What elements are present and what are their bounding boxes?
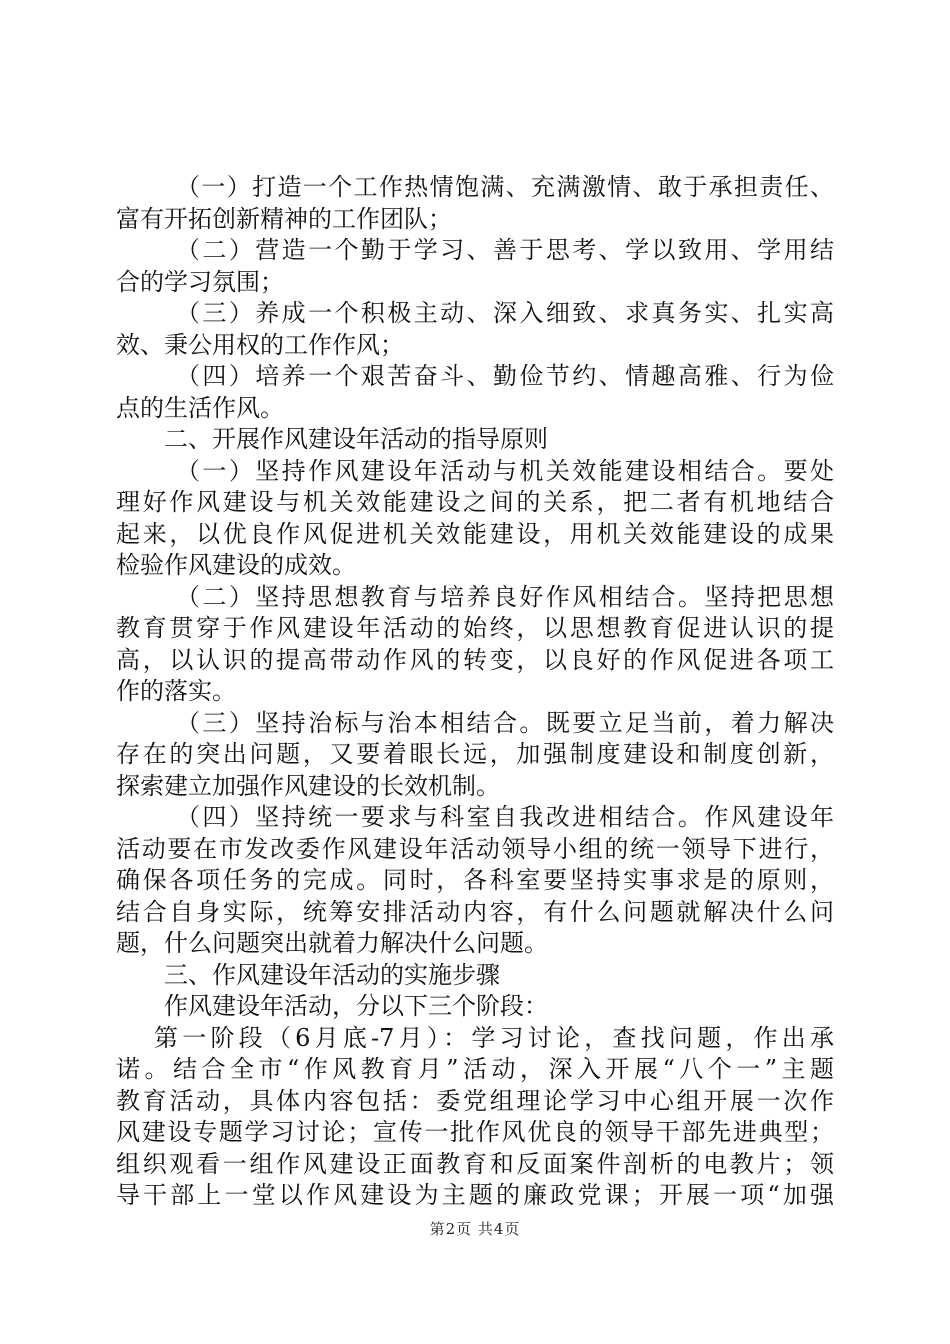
paragraph-goal-1 (116, 172, 834, 235)
text-line: 作的落实。 (116, 677, 236, 705)
text-line: 高，以认识的提高带动作风的转变，以良好的作风促进各项工 (116, 645, 834, 674)
text-line: 效、秉公用权的工作作风； (116, 330, 404, 359)
text-line: 合的学习氛围； (116, 267, 284, 296)
document-body (116, 172, 834, 1212)
text-line: （三）坚持治标与治本相结合。既要立足当前，着力解决 (176, 708, 834, 737)
section-heading-steps (116, 960, 834, 992)
text-line: 结合自身实际，统筹安排活动内容，有什么问题就解决什么问 (116, 897, 834, 926)
section-heading: 二、开展作风建设年活动的指导原则 (164, 425, 548, 453)
text-line: 存在的突出问题，又要着眼长远，加强制度建设和制度创新， (116, 740, 834, 768)
paragraph-principle-1 (116, 456, 834, 582)
section-heading-principles (116, 424, 834, 456)
text-line: （二）营造一个勤于学习、善于思考、学以致用、学用结 (176, 236, 834, 264)
text-line: （一）坚持作风建设年活动与机关效能建设相结合。要处 (176, 456, 834, 485)
text-line: 导干部上一堂以作风建设为主题的廉政党课；开展一项“加强 (116, 1181, 834, 1209)
text-line: 富有开拓创新精神的工作团队； (116, 204, 452, 233)
text-line: 教育活动，具体内容包括：委党组理论学习中心组开展一次作 (116, 1086, 834, 1115)
text-line: （一）打造一个工作热情饱满、充满激情、敢于承担责任、 (176, 173, 834, 201)
text-line: 确保各项任务的完成。同时，各科室要坚持实事求是的原则， (116, 866, 834, 894)
text-line: 风建设专题学习讨论；宣传一批作风优良的领导干部先进典型； (116, 1118, 834, 1146)
page-footer: 第2页 共4页 (429, 1220, 521, 1238)
paragraph-goal-2 (116, 235, 834, 298)
text-line: 作风建设年活动，分以下三个阶段： (164, 992, 548, 1020)
paragraph-phase-1 (116, 1023, 834, 1212)
paragraph-goal-4 (116, 361, 834, 424)
text-line: 题，什么问题突出就着力解决什么问题。 (116, 929, 548, 957)
text-line: 理好作风建设与机关效能建设之间的关系，把二者有机地结合 (116, 488, 834, 516)
text-line: 组织观看一组作风建设正面教育和反面案件剖析的电教片；领 (116, 1149, 834, 1178)
paragraph-principle-3 (116, 708, 834, 803)
text-line: 探索建立加强作风建设的长效机制。 (116, 771, 500, 800)
text-line: 点的生活作风。 (116, 393, 284, 422)
text-line: 活动要在市发改委作风建设年活动领导小组的统一领导下进行， (116, 834, 834, 863)
text-line: （二）坚持思想教育与培养良好作风相结合。坚持把思想 (176, 582, 834, 611)
text-line: 检验作风建设的成效。 (116, 551, 356, 579)
text-line: 诺。结合全市“作风教育月”活动，深入开展“八个一”主题 (116, 1055, 834, 1083)
text-line: （四）培养一个艰苦奋斗、勤俭节约、情趣高雅、行为俭 (176, 362, 834, 390)
paragraph-goal-3 (116, 298, 834, 361)
text-line: 教育贯穿于作风建设年活动的始终，以思想教育促进认识的提 (116, 614, 834, 642)
text-line: 起来，以优良作风促进机关效能建设，用机关效能建设的成果 (116, 519, 834, 548)
text-line: （四）坚持统一要求与科室自我改进相结合。作风建设年 (176, 803, 834, 831)
text-line: 第一阶段（6月底-7月）：学习讨论，查找问题，作出承 (154, 1023, 834, 1052)
section-heading: 三、作风建设年活动的实施步骤 (164, 960, 500, 989)
paragraph-principle-2 (116, 582, 834, 708)
paragraph-phases-intro (116, 991, 834, 1023)
text-line: （三）养成一个积极主动、深入细致、求真务实、扎实高 (176, 299, 834, 327)
paragraph-principle-4 (116, 802, 834, 960)
